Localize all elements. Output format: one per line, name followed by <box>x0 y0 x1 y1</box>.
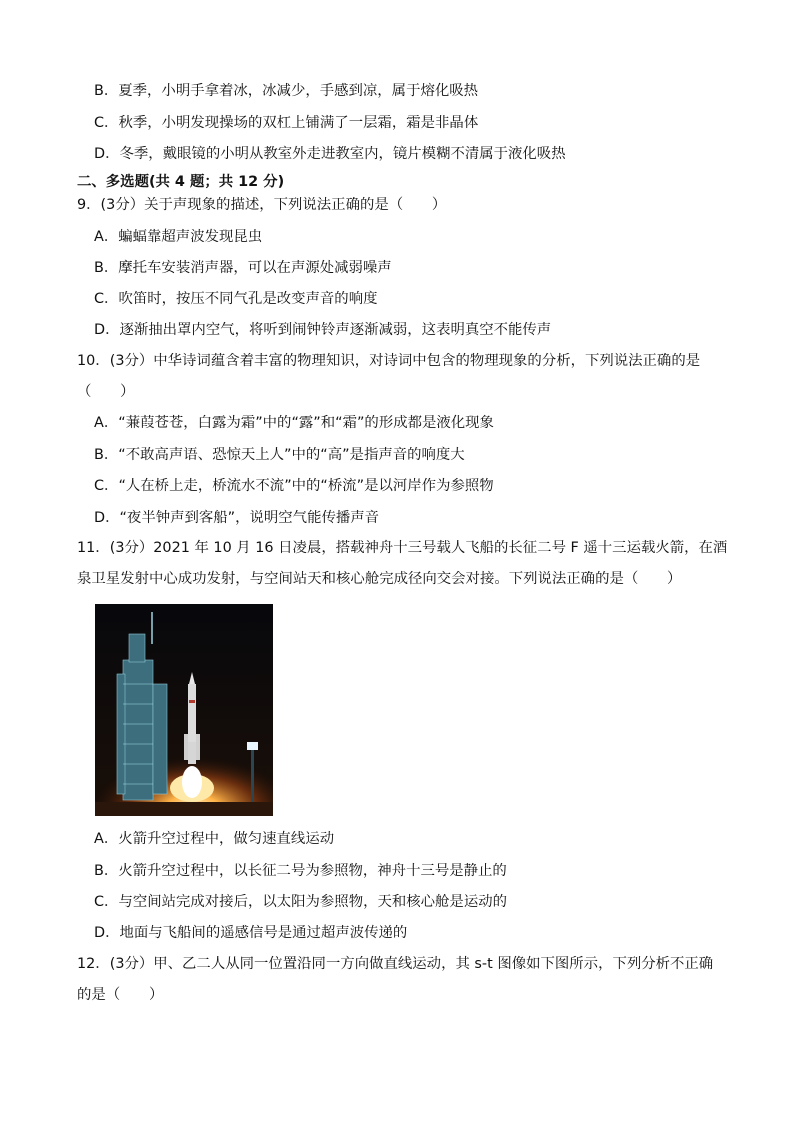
q11-stem-line2: 泉卫星发射中心成功发射，与空间站天和核心舱完成径向交会对接。下列说法正确的是（ ） <box>77 571 682 587</box>
q10-stem-line1: 10．(3分）中华诗词蕴含着丰富的物理知识，对诗词中包含的物理现象的分析，下列说法正确的是 <box>77 353 701 369</box>
q11-option-a: A．火箭升空过程中，做匀速直线运动 <box>94 831 335 847</box>
q8-option-c: C．秋季，小明发现操场的双杠上铺满了一层霜，霜是非晶体 <box>94 115 479 131</box>
q9-option-d: D．逐渐抽出罩内空气，将听到闹钟铃声逐渐减弱，这表明真空不能传声 <box>94 322 552 338</box>
q8-option-b: B．夏季，小明手拿着冰，冰减少，手感到凉，属于熔化吸热 <box>94 83 479 99</box>
q9-stem: 9．(3分）关于声现象的描述，下列说法正确的是（ ） <box>77 197 447 213</box>
q12-stem-line2: 的是（ ） <box>77 987 164 1003</box>
q11-option-b: B．火箭升空过程中，以长征二号为参照物，神舟十三号是静止的 <box>94 863 507 879</box>
q9-option-c: C．吹笛时，按压不同气孔是改变声音的响度 <box>94 291 378 307</box>
rocket-launch-photo <box>95 604 273 816</box>
q12-stem-line1: 12．(3分）甲、乙二人从同一位置沿同一方向做直线运动，其 s-t 图像如下图所示，下列分析不正确 <box>77 956 714 972</box>
q9-option-a: A．蝙蝠靠超声波发现昆虫 <box>94 229 263 245</box>
q11-stem-line1: 11．(3分）2021 年 10 月 16 日凌晨，搭载神舟十三号载人飞船的长征二号 F 遥十三运载火箭，在酒 <box>77 540 728 556</box>
q11-option-d: D．地面与飞船间的遥感信号是通过超声波传递的 <box>94 925 408 941</box>
q10-option-b: B．“不敢高声语、恐惊天上人”中的“高”是指声音的响度大 <box>94 447 465 463</box>
q10-stem-line2: （ ） <box>77 384 135 400</box>
q10-option-a: A．“蒹葭苍苍，白露为霜”中的“露”和“霜”的形成都是液化现象 <box>94 415 494 431</box>
q8-option-d: D．冬季，戴眼镜的小明从教室外走进教室内，镜片模糊不清属于液化吸热 <box>94 146 566 162</box>
q9-option-b: B．摩托车安装消声器，可以在声源处减弱噪声 <box>94 260 392 276</box>
q10-option-c: C．“人在桥上走，桥流水不流”中的“桥流”是以河岸作为参照物 <box>94 478 494 494</box>
q10-option-d: D．“夜半钟声到客船”，说明空气能传播声音 <box>94 510 380 526</box>
section-heading: 二、多选题(共 4 题；共 12 分) <box>77 174 285 190</box>
q11-option-c: C．与空间站完成对接后，以太阳为参照物，天和核心舱是运动的 <box>94 894 507 910</box>
